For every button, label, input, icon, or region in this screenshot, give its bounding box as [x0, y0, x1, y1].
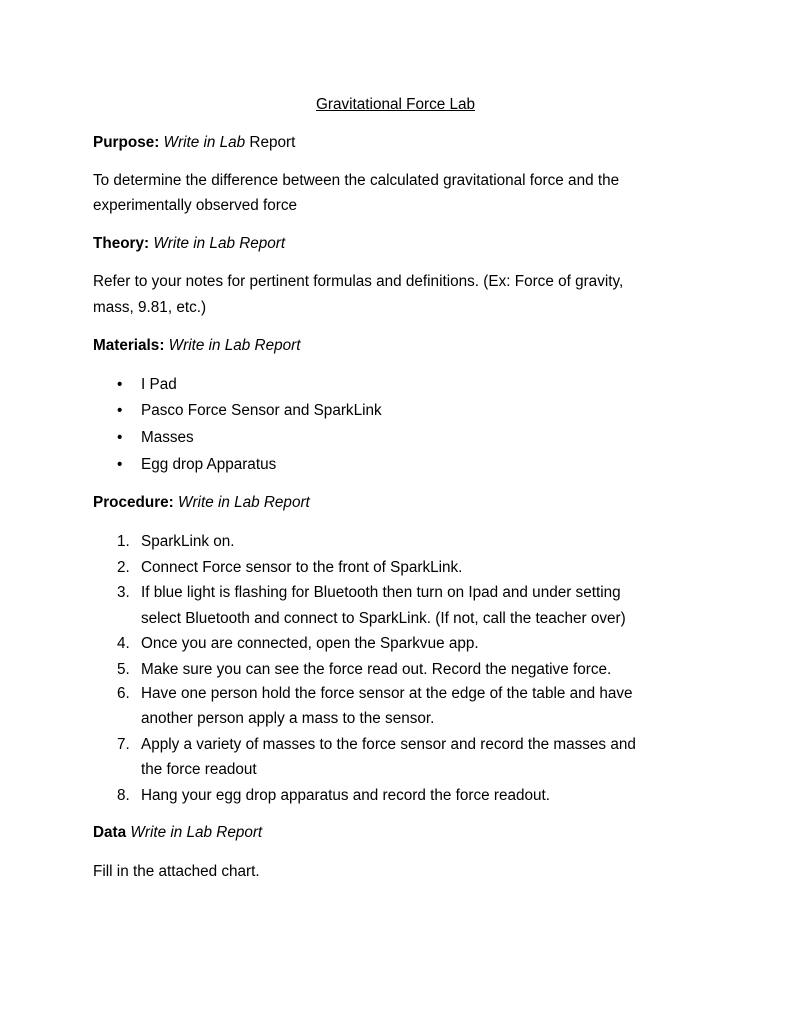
step-number: 8. [117, 787, 130, 804]
theory-text-line: Refer to your notes for pertinent formulas and definitions. (Ex: Force of gravity, [93, 273, 624, 290]
step-text: Apply a variety of masses to the force sensor and record the masses and [141, 736, 636, 753]
materials-heading [93, 336, 300, 356]
step-text: SparkLink on. [141, 533, 235, 550]
purpose-note-plain: Report [249, 134, 296, 151]
step-text: Make sure you can see the force read out. Record the negative force. [141, 661, 612, 678]
step-number: 2. [117, 559, 130, 576]
step-number: 1. [117, 533, 130, 550]
step-text: the force readout [141, 761, 257, 778]
list-item: Egg drop Apparatus [141, 456, 277, 473]
materials-label: Materials: [93, 337, 165, 354]
bullet-icon: • [117, 456, 123, 473]
theory-heading [93, 234, 285, 254]
data-text: Fill in the attached chart. [93, 863, 260, 880]
list-item: Masses [141, 429, 194, 446]
theory-label: Theory: [93, 235, 150, 252]
step-text: Once you are connected, open the Sparkvue app. [141, 635, 479, 652]
procedure-note: Write in Lab Report [178, 494, 310, 511]
purpose-note: Write in Lab [163, 134, 246, 151]
step-text: Connect Force sensor to the front of SparkLink. [141, 559, 463, 576]
bullet-icon: • [117, 376, 123, 393]
materials-note: Write in Lab Report [168, 337, 301, 354]
step-number: 6. [117, 685, 130, 702]
document-title: Gravitational Force Lab [316, 96, 475, 113]
step-text: Hang your egg drop apparatus and record the force readout. [141, 787, 551, 804]
data-heading [93, 823, 262, 843]
list-item: Pasco Force Sensor and SparkLink [141, 402, 382, 419]
data-label: Data [93, 824, 127, 841]
purpose-label: Purpose: [93, 134, 160, 151]
procedure-heading [93, 493, 310, 513]
step-number: 7. [117, 736, 130, 753]
purpose-text-line: To determine the difference between the calculated gravitational force and the [93, 172, 620, 189]
theory-note: Write in Lab Report [153, 235, 286, 252]
purpose-heading [93, 133, 295, 153]
purpose-text-line: experimentally observed force [93, 197, 298, 214]
step-text: Have one person hold the force sensor at the edge of the table and have [141, 685, 633, 702]
procedure-label: Procedure: [93, 494, 174, 511]
bullet-icon: • [117, 402, 123, 419]
bullet-icon: • [117, 429, 123, 446]
step-number: 4. [117, 635, 130, 652]
list-item: I Pad [141, 376, 177, 393]
step-number: 5. [117, 661, 130, 678]
data-note: Write in Lab Report [130, 824, 263, 841]
step-number: 3. [117, 584, 130, 601]
theory-text-line: mass, 9.81, etc.) [93, 299, 207, 316]
step-text: another person apply a mass to the sensor. [141, 710, 435, 727]
step-text: If blue light is flashing for Bluetooth then turn on Ipad and under setting [141, 584, 621, 601]
step-text: select Bluetooth and connect to SparkLink. (If not, call the teacher over) [141, 610, 626, 627]
